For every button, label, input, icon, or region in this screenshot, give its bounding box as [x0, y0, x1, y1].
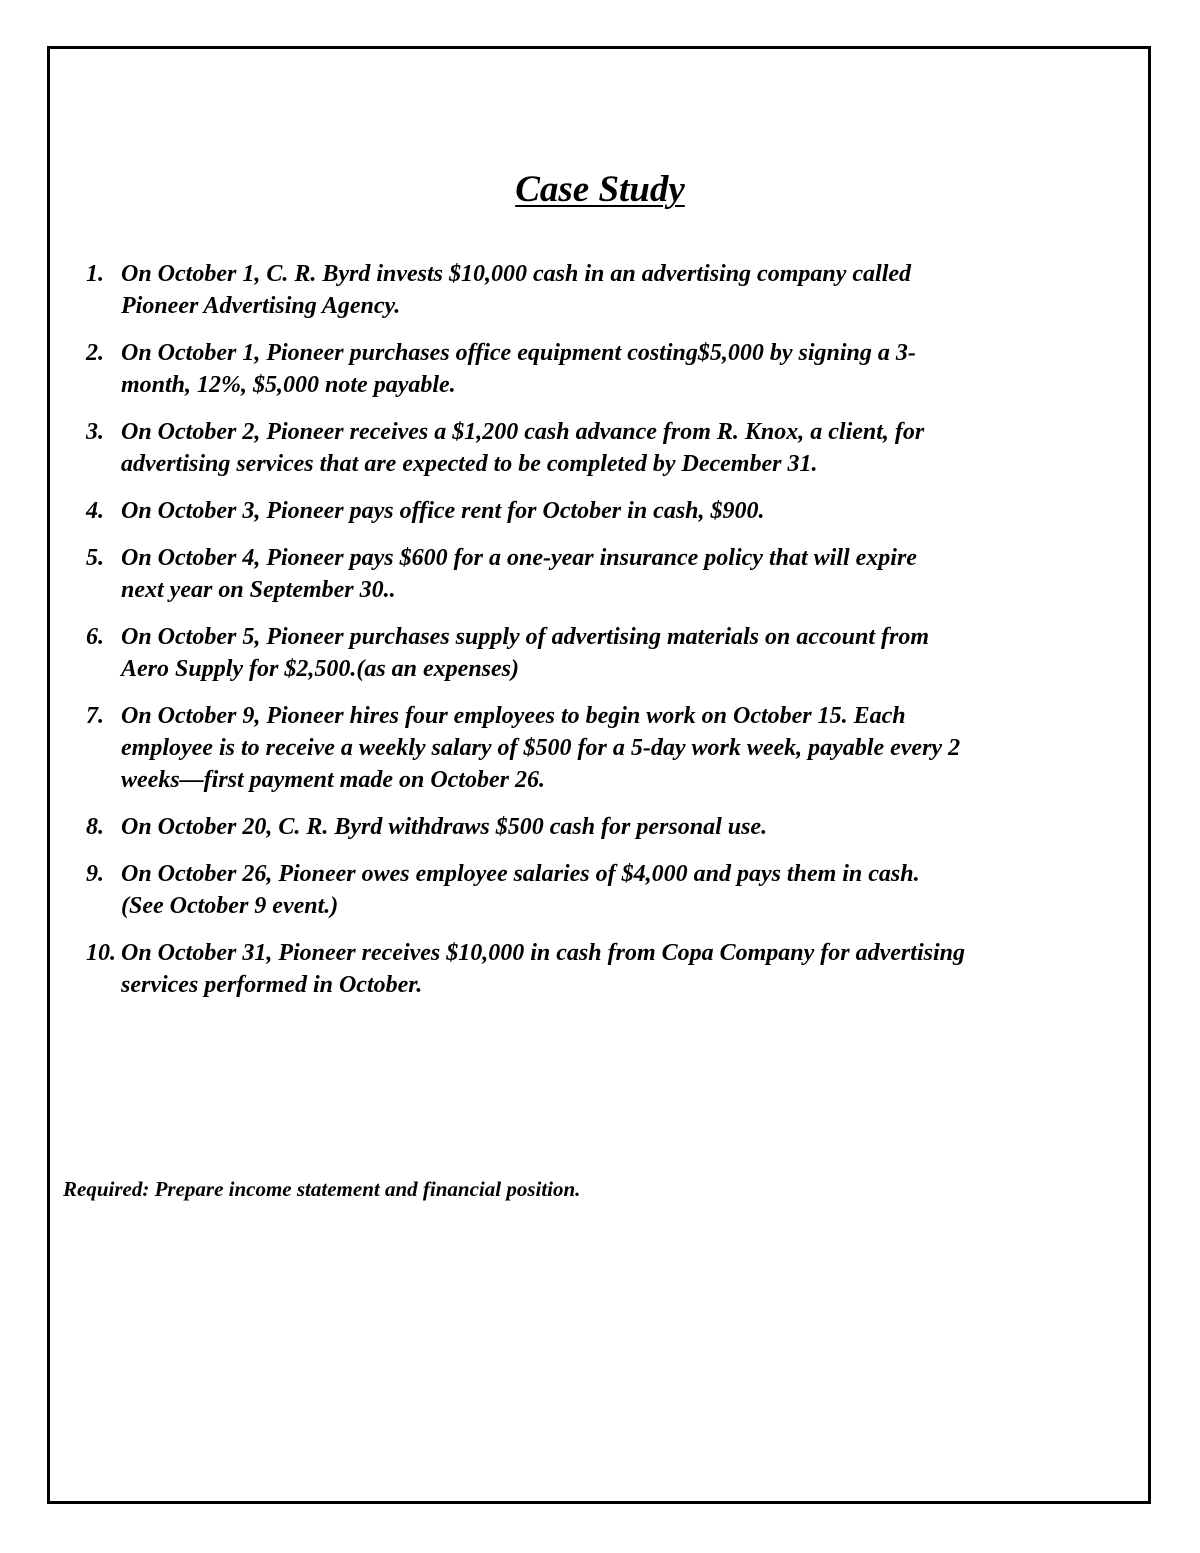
- item-number: 7.: [86, 703, 104, 729]
- item-number: 6.: [86, 624, 104, 650]
- item-text: On October 2, Pioneer receives a $1,200 cash advance from R. Knox, a client, for advertising services that are expected to be completed by December 31.: [121, 419, 925, 477]
- item-number: 9.: [86, 861, 104, 887]
- item-text: On October 1, C. R. Byrd invests $10,000 cash in an advertising company called Pioneer Advertising Agency.: [121, 261, 912, 319]
- list-item: [86, 621, 1116, 685]
- item-text: On October 9, Pioneer hires four employees to begin work on October 15. Each employee is to receive a weekly salary of $500 for a 5-day work week, payable every 2 weeks—first payment made on October 26.: [121, 703, 961, 793]
- item-text: On October 20, C. R. Byrd withdraws $500 cash for personal use.: [121, 814, 768, 840]
- case-list: [86, 258, 1116, 1016]
- item-text: On October 5, Pioneer purchases supply of advertising materials on account from Aero Supply for $2,500.(as an expenses): [121, 624, 930, 682]
- page-title: Case Study: [515, 169, 685, 210]
- list-item: [86, 700, 1116, 796]
- item-text: On October 4, Pioneer pays $600 for a one-year insurance policy that will expire next year on September 30..: [121, 545, 917, 603]
- item-number: 10.: [86, 940, 116, 966]
- item-text: On October 26, Pioneer owes employee salaries of $4,000 and pays them in cash. (See October 9 event.): [121, 861, 920, 919]
- item-number: 5.: [86, 545, 104, 571]
- item-number: 4.: [86, 498, 104, 524]
- item-text: On October 1, Pioneer purchases office equipment costing$5,000 by signing a 3- month, 12%, $5,000 note payable.: [121, 340, 916, 398]
- required-note: Required: Prepare income statement and financial position.: [63, 1177, 581, 1201]
- item-number: 2.: [86, 340, 104, 366]
- list-item: [86, 811, 1116, 843]
- list-item: [86, 258, 1116, 322]
- list-item: [86, 416, 1116, 480]
- list-item: [86, 337, 1116, 401]
- item-text: On October 3, Pioneer pays office rent for October in cash, $900.: [121, 498, 765, 524]
- list-item: [86, 937, 1116, 1001]
- item-number: 8.: [86, 814, 104, 840]
- item-text: On October 31, Pioneer receives $10,000 in cash from Copa Company for advertising services performed in October.: [121, 940, 965, 998]
- item-number: 3.: [86, 419, 104, 445]
- list-item: [86, 495, 1116, 527]
- item-number: 1.: [86, 261, 104, 287]
- list-item: [86, 542, 1116, 606]
- list-item: [86, 858, 1116, 922]
